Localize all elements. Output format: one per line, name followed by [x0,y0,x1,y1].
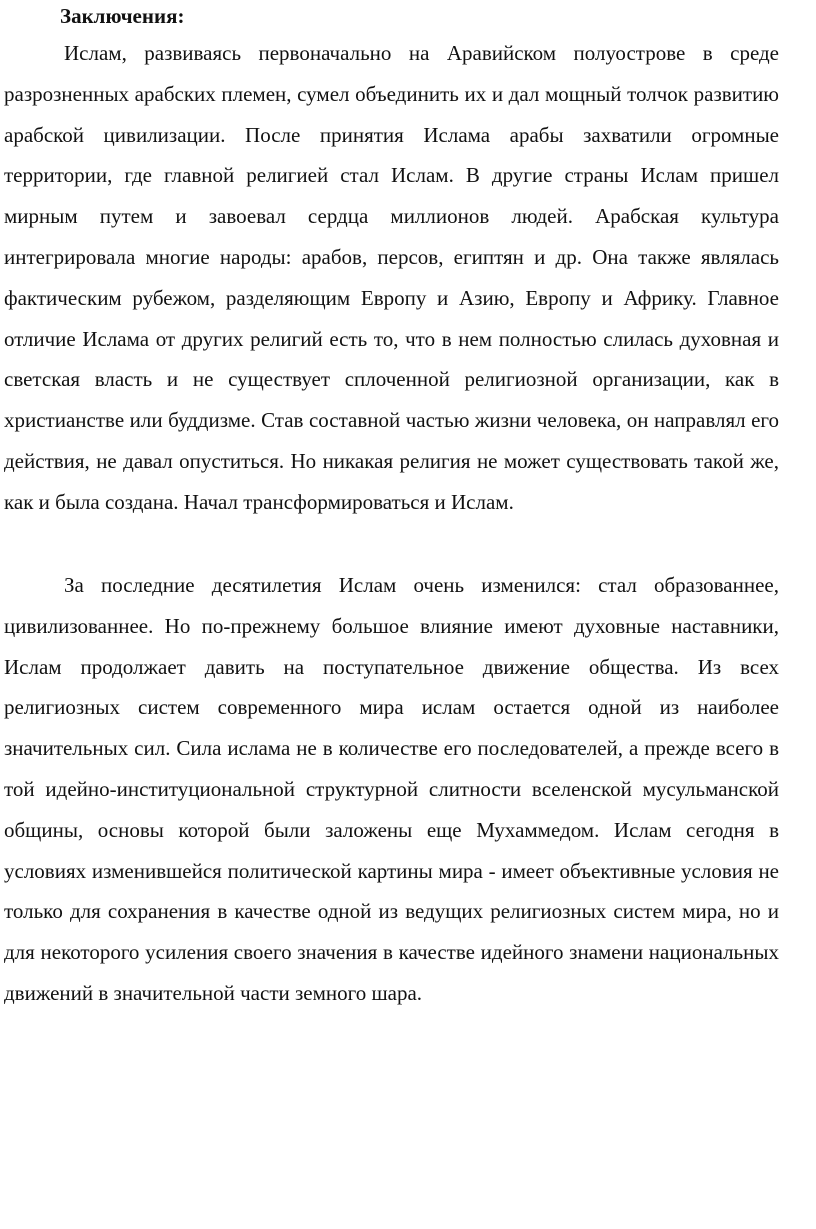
section-heading: Заключения: [60,4,185,28]
paragraph-2: За последние десятилетия Ислам очень изменился: стал образованнее, цивилизованнее. Но по-прежнему большое влияние имеют духовные наставники, Ислам продолжает давить на поступательное движение общества. Из всех религиозных систем современного мира ислам остается одной из наиболее значительных сил. Сила ислама не в количестве его последователей, а прежде всего в той идейно-институциональной структурной слитности вселенской мусульманской общины, основы которой были заложены еще Мухаммедом. Ислам сегодня в условиях изменившейся политической картины мира - имеет объективные условия не только для сохранения в качестве одной из ведущих религиозных систем мира, но и для некоторого усиления своего значения в качестве идейного знамени национальных движений в значительной части земного шара. [4,573,779,1005]
paragraph-1: Ислам, развиваясь первоначально на Аравийском полуострове в среде разрозненных арабских племен, сумел объединить их и дал мощный толчок развитию арабской цивилизации. После принятия Ислама арабы захватили огромные территории, где главной религией стал Ислам. В другие страны Ислам пришел мирным путем и завоевал сердца миллионов людей. Арабская культура интегрировала многие народы: арабов, персов, египтян и др. Она также являлась фактическим рубежом, разделяющим Европу и Азию, Европу и Африку. Главное отличие Ислама от других религий есть то, что в нем полностью слилась духовная и светская власть и не существует сплоченной религиозной организации, как в христианстве или буддизме. Став составной частью жизни человека, он направлял его действия, не давал опуститься. Но никакая религия не может существовать такой же, как и была создана. Начал трансформироваться и Ислам. [4,41,779,514]
